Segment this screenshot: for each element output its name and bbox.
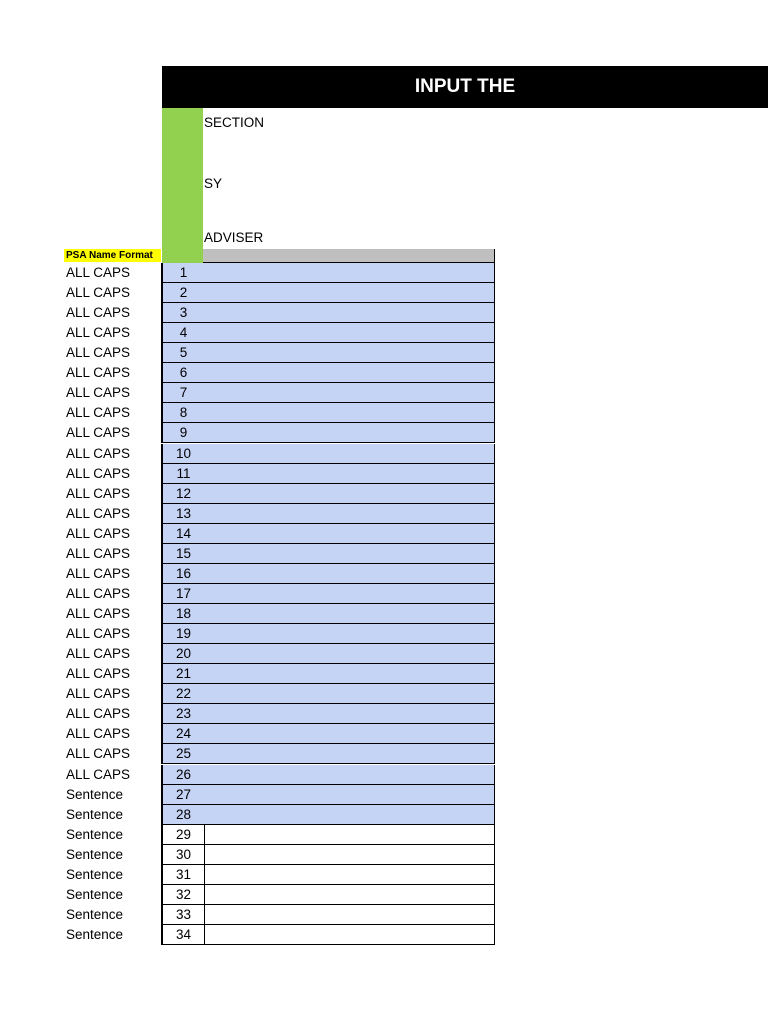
row-number-cell: 12 [161,484,205,504]
row-number-cell: 33 [161,905,205,925]
name-format-cell: ALL CAPS [66,746,131,762]
table-row [0,704,768,724]
row-number-cell: 34 [161,925,205,945]
table-row [0,805,768,825]
table-row [0,363,768,383]
learner-name-cell[interactable] [204,865,495,885]
name-format-cell: ALL CAPS [66,445,131,461]
row-number-cell: 13 [161,504,205,524]
learner-name-cell[interactable] [204,584,495,604]
table-row [0,504,768,524]
row-number-cell: 9 [161,423,205,443]
name-format-cell: ALL CAPS [66,405,131,421]
name-format-cell: ALL CAPS [66,525,131,541]
table-row [0,744,768,764]
name-format-cell: Sentence [66,926,124,942]
name-format-cell: ALL CAPS [66,545,131,561]
learner-name-cell[interactable] [204,263,495,283]
learner-name-cell[interactable] [204,283,495,303]
row-number-cell: 22 [161,684,205,704]
row-number-cell: 1 [161,263,205,283]
table-row [0,925,768,945]
table-row [0,323,768,343]
row-number-cell: 18 [161,604,205,624]
learner-name-cell[interactable] [204,524,495,544]
name-format-cell: ALL CAPS [66,666,131,682]
row-number-cell: 27 [161,785,205,805]
learner-name-cell[interactable] [204,323,495,343]
table-row [0,564,768,584]
adviser-label: ADVISER [204,230,264,245]
table-row [0,664,768,684]
sy-label: SY [204,176,223,191]
learner-name-cell[interactable] [204,684,495,704]
learner-name-cell[interactable] [204,604,495,624]
table-row [0,684,768,704]
name-format-cell: ALL CAPS [66,646,131,662]
table-row [0,484,768,504]
table-row [0,885,768,905]
name-format-cell: Sentence [66,826,124,842]
title-bar [162,66,768,108]
learner-name-cell[interactable] [204,805,495,825]
name-format-cell: ALL CAPS [66,345,131,361]
row-number-cell: 6 [161,363,205,383]
table-row [0,765,768,785]
learner-name-cell[interactable] [204,464,495,484]
table-row [0,383,768,403]
row-number-cell: 24 [161,724,205,744]
table-row [0,423,768,443]
table-row [0,825,768,845]
table-row [0,584,768,604]
name-format-cell: ALL CAPS [66,585,131,601]
learner-name-cell[interactable] [204,564,495,584]
row-number-cell: 15 [161,544,205,564]
learner-name-cell[interactable] [204,765,495,785]
row-number-cell: 14 [161,524,205,544]
row-number-cell: 23 [161,704,205,724]
table-row [0,283,768,303]
table-row [0,303,768,323]
table-row [0,845,768,865]
name-format-cell: Sentence [66,906,124,922]
learner-name-cell[interactable] [204,905,495,925]
sheet-title: INPUT THE [414,76,516,97]
learner-name-cell[interactable] [204,785,495,805]
psa-name-format-header: PSA Name Format [64,249,161,262]
row-number-cell: 19 [161,624,205,644]
table-row [0,464,768,484]
table-row [0,403,768,423]
names-column-header [203,249,495,263]
name-format-cell: Sentence [66,866,124,882]
row-number-cell: 32 [161,885,205,905]
table-row [0,444,768,464]
row-number-cell: 29 [161,825,205,845]
row-number-cell: 28 [161,805,205,825]
learner-name-cell[interactable] [204,744,495,764]
name-format-cell: ALL CAPS [66,385,131,401]
name-format-cell: ALL CAPS [66,766,131,782]
learner-name-cell[interactable] [204,664,495,684]
learner-name-cell[interactable] [204,444,495,464]
row-number-cell: 16 [161,564,205,584]
name-format-cell: ALL CAPS [66,325,131,341]
learner-name-cell[interactable] [204,504,495,524]
name-format-cell: ALL CAPS [66,465,131,481]
table-row [0,544,768,564]
name-format-cell: ALL CAPS [66,285,131,301]
learner-name-cell[interactable] [204,845,495,865]
learner-name-cell[interactable] [204,885,495,905]
table-row [0,263,768,283]
table-row [0,724,768,744]
row-number-cell: 10 [161,444,205,464]
row-number-cell: 30 [161,845,205,865]
learner-name-cell[interactable] [204,403,495,423]
name-format-cell: ALL CAPS [66,726,131,742]
row-number-cell: 11 [161,464,205,484]
learner-name-cell[interactable] [204,303,495,323]
name-format-cell: ALL CAPS [66,626,131,642]
learner-name-cell[interactable] [204,363,495,383]
name-format-cell: Sentence [66,886,124,902]
learner-name-cell[interactable] [204,724,495,744]
learner-name-cell[interactable] [204,383,495,403]
row-number-cell: 20 [161,644,205,664]
learner-name-cell[interactable] [204,423,495,443]
row-number-cell: 31 [161,865,205,885]
row-number-cell: 7 [161,383,205,403]
name-format-cell: ALL CAPS [66,686,131,702]
name-format-cell: ALL CAPS [66,706,131,722]
row-number-cell: 17 [161,584,205,604]
name-format-cell: Sentence [66,786,124,802]
row-number-cell: 4 [161,323,205,343]
table-row [0,865,768,885]
table-row [0,785,768,805]
learner-name-cell[interactable] [204,624,495,644]
table-row [0,604,768,624]
row-number-cell: 21 [161,664,205,684]
name-format-cell: ALL CAPS [66,305,131,321]
row-number-cell: 8 [161,403,205,423]
name-format-cell: ALL CAPS [66,505,131,521]
table-row [0,644,768,664]
table-row [0,524,768,544]
row-number-cell: 5 [161,343,205,363]
learner-name-cell[interactable] [204,484,495,504]
learner-name-cell[interactable] [204,644,495,664]
name-format-cell: ALL CAPS [66,425,131,441]
learner-name-cell[interactable] [204,704,495,724]
name-format-cell: Sentence [66,806,124,822]
row-number-cell: 26 [161,765,205,785]
table-row [0,905,768,925]
name-format-cell: ALL CAPS [66,485,131,501]
name-format-cell: ALL CAPS [66,265,131,280]
name-format-cell: ALL CAPS [66,365,131,381]
learner-name-cell[interactable] [204,825,495,845]
row-number-cell: 25 [161,744,205,764]
green-column-header [162,108,203,263]
row-number-cell: 2 [161,283,205,303]
name-format-cell: Sentence [66,846,124,862]
learner-name-cell[interactable] [204,544,495,564]
row-number-cell: 3 [161,303,205,323]
table-row [0,343,768,363]
name-format-cell: ALL CAPS [66,565,131,581]
table-row [0,624,768,644]
learner-name-cell[interactable] [204,925,495,945]
name-format-cell: ALL CAPS [66,606,131,622]
section-label: SECTION [204,115,265,130]
learner-name-cell[interactable] [204,343,495,363]
